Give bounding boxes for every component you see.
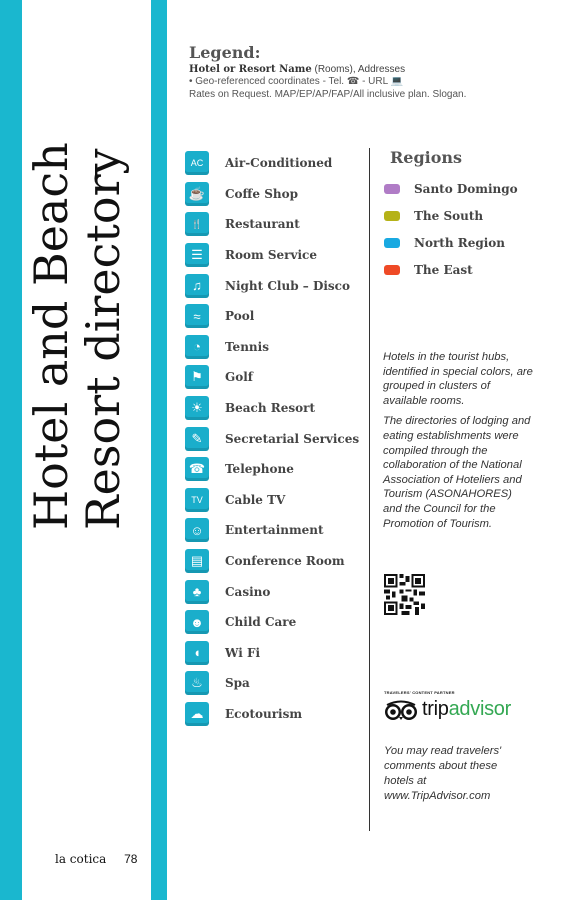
region-color-swatch xyxy=(384,184,400,194)
amenity-label: Casino xyxy=(225,584,271,599)
child-care-icon: ☻ xyxy=(185,610,209,634)
music-icon: ♫ xyxy=(185,274,209,298)
region-color-swatch xyxy=(384,211,400,221)
tripadvisor-wordmark-advisor: advisor xyxy=(448,698,511,720)
amenity-item xyxy=(185,362,359,393)
amenity-item xyxy=(185,699,359,730)
region-item xyxy=(384,175,564,202)
telephone-icon: ☎ xyxy=(185,457,209,481)
amenity-item xyxy=(185,454,359,485)
tennis-icon: ◔ xyxy=(185,335,209,359)
casino-icon: ♣ xyxy=(185,580,209,604)
beach-icon: ☀ xyxy=(185,396,209,420)
tripadvisor-partner-label: TRAVELERS' CONTENT PARTNER xyxy=(384,690,455,695)
conference-icon: ▤ xyxy=(185,549,209,573)
info-notes xyxy=(383,350,533,537)
tripadvisor-logo[interactable] xyxy=(383,698,511,721)
amenity-item xyxy=(185,485,359,516)
room-service-icon: ☰ xyxy=(185,243,209,267)
page-footer xyxy=(55,852,137,866)
amenity-item xyxy=(185,576,359,607)
legend-rooms-address: (Rooms), Addresses xyxy=(311,64,406,75)
legend-line-1 xyxy=(189,64,559,75)
coffee-icon: ☕ xyxy=(185,182,209,206)
region-label: North Region xyxy=(414,235,506,250)
amenity-item xyxy=(185,270,359,301)
pool-icon: ≈ xyxy=(185,304,209,328)
amenity-item xyxy=(185,332,359,363)
region-label: The East xyxy=(414,262,473,277)
amenity-item xyxy=(185,179,359,210)
amenity-item xyxy=(185,301,359,332)
wifi-icon: ◖ xyxy=(185,641,209,665)
amenity-label: Air-Conditioned xyxy=(225,156,333,171)
amenity-label: Room Service xyxy=(225,248,317,263)
amenity-label: Child Care xyxy=(225,615,297,630)
region-item xyxy=(384,256,564,283)
regions-panel xyxy=(384,148,564,283)
legend-line-3: Rates on Request. MAP/EP/AP/FAP/All inclusive plan. Slogan. xyxy=(189,89,467,100)
legend-heading: Legend: xyxy=(189,43,261,62)
amenity-label: Spa xyxy=(225,676,250,691)
restaurant-icon: 🍴 xyxy=(185,212,209,236)
tv-icon: TV xyxy=(185,488,209,512)
amenity-label: Beach Resort xyxy=(225,401,315,416)
column-divider xyxy=(369,148,370,831)
ac-icon: AC xyxy=(185,151,209,175)
tripadvisor-wordmark-trip: trip xyxy=(422,698,449,720)
region-color-swatch xyxy=(384,238,400,248)
entertainment-icon: ☺ xyxy=(185,518,209,542)
region-item xyxy=(384,229,564,256)
amenity-label: Golf xyxy=(225,370,253,385)
amenity-item xyxy=(185,668,359,699)
amenity-item xyxy=(185,607,359,638)
amenity-label: Entertainment xyxy=(225,523,324,538)
amenity-label: Secretarial Services xyxy=(225,431,360,446)
amenity-item xyxy=(185,515,359,546)
legend xyxy=(189,43,559,101)
region-label: The South xyxy=(414,208,484,223)
regions-heading: Regions xyxy=(390,148,463,167)
amenity-label: Tennis xyxy=(225,339,269,354)
legend-hotel-name: Hotel or Resort Name xyxy=(189,64,312,75)
region-item xyxy=(384,202,564,229)
secretarial-icon: ✎ xyxy=(185,427,209,451)
ecotourism-icon: ☁ xyxy=(185,702,209,726)
golf-icon: ⚑ xyxy=(185,365,209,389)
spa-icon: ♨ xyxy=(185,671,209,695)
tripadvisor-wordmark xyxy=(422,698,511,721)
amenity-label: Ecotourism xyxy=(225,706,303,721)
amenity-item xyxy=(185,240,359,271)
amenity-label: Restaurant xyxy=(225,217,300,232)
amenity-label: Telephone xyxy=(225,462,294,477)
amenities-list xyxy=(185,148,359,729)
page-title xyxy=(25,100,129,530)
amenity-label: Night Club – Disco xyxy=(225,278,350,293)
region-color-swatch xyxy=(384,265,400,275)
amenity-item xyxy=(185,423,359,454)
note-paragraph-1: Hotels in the tourist hubs, identified in special colors, are grouped in clusters of available rooms. xyxy=(383,351,533,407)
amenity-item xyxy=(185,546,359,577)
amenity-label: Wi Fi xyxy=(225,645,261,660)
amenity-label: Pool xyxy=(225,309,255,324)
footer-brand: la cotica xyxy=(55,852,107,866)
region-label: Santo Domingo xyxy=(414,181,518,196)
regions-list xyxy=(384,175,564,283)
legend-line-2: • Geo-referenced coordinates - Tel. ☎ - URL 💻 xyxy=(189,76,404,87)
tripadvisor-note: You may read travelers' comments about these hotels at www.TripAdvisor.com xyxy=(384,745,502,802)
title-line-2: Resort directory xyxy=(76,148,130,530)
amenity-label: Coffe Shop xyxy=(225,186,299,201)
amenity-item xyxy=(185,638,359,669)
note-paragraph-2: The directories of lodging and eating establishments were compiled through the collaboration of the National Association of Hoteliers and Tourism (ASONAHORES) and the Council for the Promotion of Tourism. xyxy=(383,415,531,530)
amenity-item xyxy=(185,148,359,179)
page-number: 78 xyxy=(124,852,138,866)
amenity-item xyxy=(185,393,359,424)
left-color-bar xyxy=(0,0,22,900)
amenity-label: Cable TV xyxy=(225,492,286,507)
amenity-item xyxy=(185,209,359,240)
qr-code-icon[interactable] xyxy=(384,574,425,615)
middle-color-bar xyxy=(151,0,167,900)
tripadvisor-owl-icon xyxy=(383,699,419,721)
amenity-label: Conference Room xyxy=(225,554,345,569)
title-line-1: Hotel and Beach xyxy=(24,142,78,530)
